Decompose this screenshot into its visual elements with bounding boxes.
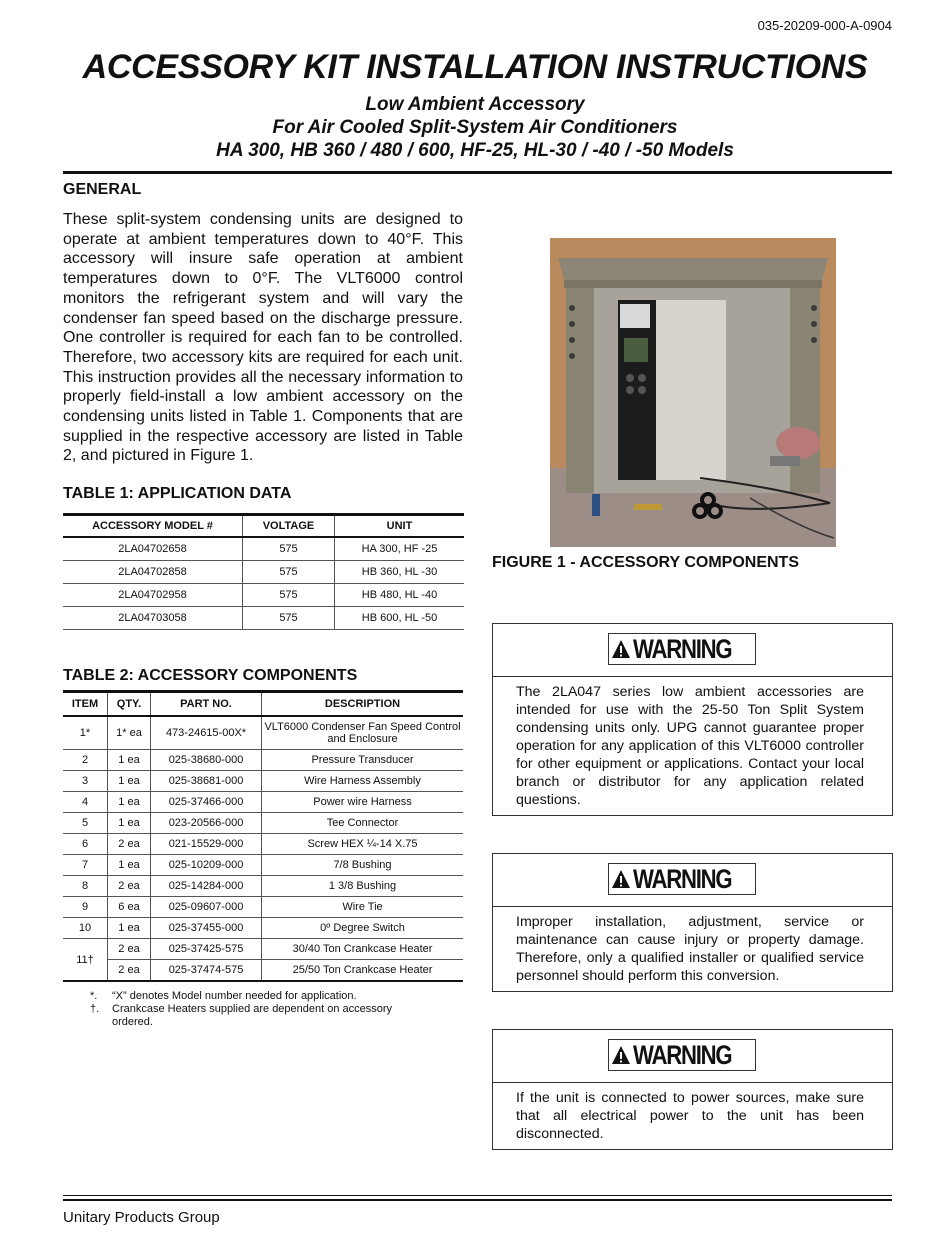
header-divider	[63, 171, 892, 174]
table-row	[63, 561, 464, 584]
accessory-components-photo	[550, 238, 836, 547]
table-cell: 3	[63, 771, 108, 792]
table-row	[63, 792, 463, 813]
table-cell: 575	[243, 584, 335, 607]
warning-label: WARNING	[633, 633, 732, 664]
footnote-mark: *.	[90, 990, 98, 1002]
table-row	[63, 834, 463, 855]
table-cell: HA 300, HF -25	[335, 537, 465, 561]
table-cell: 575	[243, 537, 335, 561]
table-cell: 7/8 Bushing	[262, 855, 464, 876]
table-cell: 2LA04702858	[63, 561, 243, 584]
table-cell: 2 ea	[108, 876, 151, 897]
table-cell: 025-10209-000	[151, 855, 262, 876]
table-cell: 7	[63, 855, 108, 876]
footnote	[90, 1003, 420, 1029]
table-cell: 2 ea	[108, 960, 151, 982]
column-header: UNIT	[335, 515, 465, 538]
table-cell: 11†	[63, 939, 108, 982]
table-row	[63, 876, 463, 897]
table-cell: Pressure Transducer	[262, 750, 464, 771]
table-cell: 2	[63, 750, 108, 771]
table-cell: 025-38680-000	[151, 750, 262, 771]
table-cell: 025-37466-000	[151, 792, 262, 813]
table-cell: 1 ea	[108, 813, 151, 834]
subtitle-line-1: Low Ambient Accessory	[365, 94, 585, 115]
table-cell: 0º Degree Switch	[262, 918, 464, 939]
table1-title: TABLE 1: APPLICATION DATA	[63, 485, 292, 502]
footer-company: Unitary Products Group	[63, 1209, 220, 1226]
table-cell: Tee Connector	[262, 813, 464, 834]
warning-badge	[608, 863, 756, 895]
warning-box-2	[492, 853, 893, 992]
table-cell: 575	[243, 607, 335, 630]
table-cell: 1 3/8 Bushing	[262, 876, 464, 897]
subtitle-line-3: HA 300, HB 360 / 480 / 600, HF-25, HL-30 / -40 / -50 Models	[216, 140, 734, 161]
warning-label: WARNING	[633, 863, 732, 894]
table-cell: HB 480, HL -40	[335, 584, 465, 607]
warning-text: Improper installation, adjustment, service or maintenance can cause injury or property damage. Therefore, only a qualified installer or qualified service personnel should perform this conversion.	[516, 914, 864, 984]
warning-box-3	[492, 1029, 893, 1150]
footnote-text: Crankcase Heaters supplied are dependent on accessory ordered.	[112, 1003, 393, 1028]
table-cell: 025-14284-000	[151, 876, 262, 897]
table-cell: 1 ea	[108, 918, 151, 939]
warning-text: If the unit is connected to power sources, make sure that all electrical power to the unit has been disconnected.	[516, 1090, 864, 1142]
table-cell: 473-24615-00X*	[151, 716, 262, 750]
column-header: DESCRIPTION	[262, 692, 464, 717]
application-data-table	[63, 513, 464, 630]
table-row	[63, 897, 463, 918]
general-paragraph: These split-system condensing units are designed to operate at ambient temperatures down to 40°F. This accessory will insure safe operation at ambient temperatures down to 0°F. The VLT6000 control monitors the refrigerant system and will vary the condenser fan speed based on the discharge pressure. One controller is required for each fan to be controlled. Therefore, two accessory kits are required for each unit. This instruction provides all the necessary information to properly field-install a low ambient accessory on the condensing units listed in Table 1. Components that are supplied in the respective accessory are listed in Table 2, and pictured in Figure 1.	[63, 211, 463, 465]
table-cell: HB 600, HL -50	[335, 607, 465, 630]
table-row	[63, 750, 463, 771]
table-cell: 1*	[63, 716, 108, 750]
warning-badge	[608, 1039, 756, 1071]
column-header: VOLTAGE	[243, 515, 335, 538]
warning-badge	[608, 633, 756, 665]
table-cell: 1 ea	[108, 771, 151, 792]
table-cell: 8	[63, 876, 108, 897]
table-cell: 1* ea	[108, 716, 151, 750]
accessory-components-table	[63, 690, 463, 982]
warning-header	[493, 1030, 892, 1083]
footnote	[90, 990, 420, 1003]
table-cell: 5	[63, 813, 108, 834]
table-cell: 1 ea	[108, 855, 151, 876]
table-cell: 6 ea	[108, 897, 151, 918]
warning-triangle-icon	[611, 869, 631, 889]
table-cell: Wire Tie	[262, 897, 464, 918]
table-row	[63, 607, 464, 630]
table-cell: Wire Harness Assembly	[262, 771, 464, 792]
table-cell: 025-09607-000	[151, 897, 262, 918]
table-cell: 1 ea	[108, 750, 151, 771]
column-header: QTY.	[108, 692, 151, 717]
table-cell: 2 ea	[108, 939, 151, 960]
table-row	[63, 716, 463, 750]
table-cell: 2 ea	[108, 834, 151, 855]
table-cell: 2LA04702958	[63, 584, 243, 607]
table-header-row	[63, 692, 463, 717]
table-cell: 4	[63, 792, 108, 813]
table2-title: TABLE 2: ACCESSORY COMPONENTS	[63, 667, 358, 684]
subtitle-line-2: For Air Cooled Split-System Air Conditioners	[272, 117, 678, 138]
table-row	[63, 537, 464, 561]
warning-triangle-icon	[611, 639, 631, 659]
table2-footnotes	[90, 990, 420, 1029]
warning-label: WARNING	[633, 1039, 732, 1070]
table-header-row	[63, 515, 464, 538]
table-cell: 10	[63, 918, 108, 939]
table-cell: Power wire Harness	[262, 792, 464, 813]
table-row	[63, 855, 463, 876]
table-cell: 2LA04702658	[63, 537, 243, 561]
footnote-mark: †.	[90, 1003, 100, 1015]
table-cell: 025-37455-000	[151, 918, 262, 939]
table-row	[63, 813, 463, 834]
general-heading: GENERAL	[63, 181, 142, 198]
column-header: ACCESSORY MODEL #	[63, 515, 243, 538]
warning-header	[493, 854, 892, 907]
table-cell: 9	[63, 897, 108, 918]
table-row	[63, 584, 464, 607]
figure-caption: FIGURE 1 - ACCESSORY COMPONENTS	[492, 554, 799, 571]
table-cell: VLT6000 Condenser Fan Speed Control and Enclosure	[262, 716, 464, 750]
table-row	[63, 771, 463, 792]
column-header: ITEM	[63, 692, 108, 717]
table-row	[63, 939, 463, 960]
footnote-text: “X” denotes Model number needed for application.	[112, 990, 357, 1002]
column-header: PART NO.	[151, 692, 262, 717]
warning-text: The 2LA047 series low ambient accessories are intended for use with the 25-50 Ton Split System condensing units only. UPG cannot guarantee proper operation for any application of this VLT6000 controller for other equipment or applications. Contact your local branch or distributor for any application related questions.	[516, 684, 864, 808]
table-cell: HB 360, HL -30	[335, 561, 465, 584]
table-cell: 025-38681-000	[151, 771, 262, 792]
table-cell: 25/50 Ton Crankcase Heater	[262, 960, 464, 982]
footer-divider	[63, 1199, 892, 1201]
table-cell: 025-37474-575	[151, 960, 262, 982]
table-cell: 025-37425-575	[151, 939, 262, 960]
table-cell: 023-20566-000	[151, 813, 262, 834]
warning-header	[493, 624, 892, 677]
table-row	[63, 960, 463, 982]
table-cell: Screw HEX ¼-14 X.75	[262, 834, 464, 855]
table-cell: 6	[63, 834, 108, 855]
table-cell: 021-15529-000	[151, 834, 262, 855]
document-number: 035-20209-000-A-0904	[757, 18, 892, 33]
footer-divider	[63, 1195, 892, 1196]
table-cell: 1 ea	[108, 792, 151, 813]
table-cell: 30/40 Ton Crankcase Heater	[262, 939, 464, 960]
table-cell: 575	[243, 561, 335, 584]
warning-box-1	[492, 623, 893, 816]
table-row	[63, 918, 463, 939]
page-title: ACCESSORY KIT INSTALLATION INSTRUCTIONS	[82, 48, 868, 86]
table-cell: 2LA04703058	[63, 607, 243, 630]
warning-triangle-icon	[611, 1045, 631, 1065]
